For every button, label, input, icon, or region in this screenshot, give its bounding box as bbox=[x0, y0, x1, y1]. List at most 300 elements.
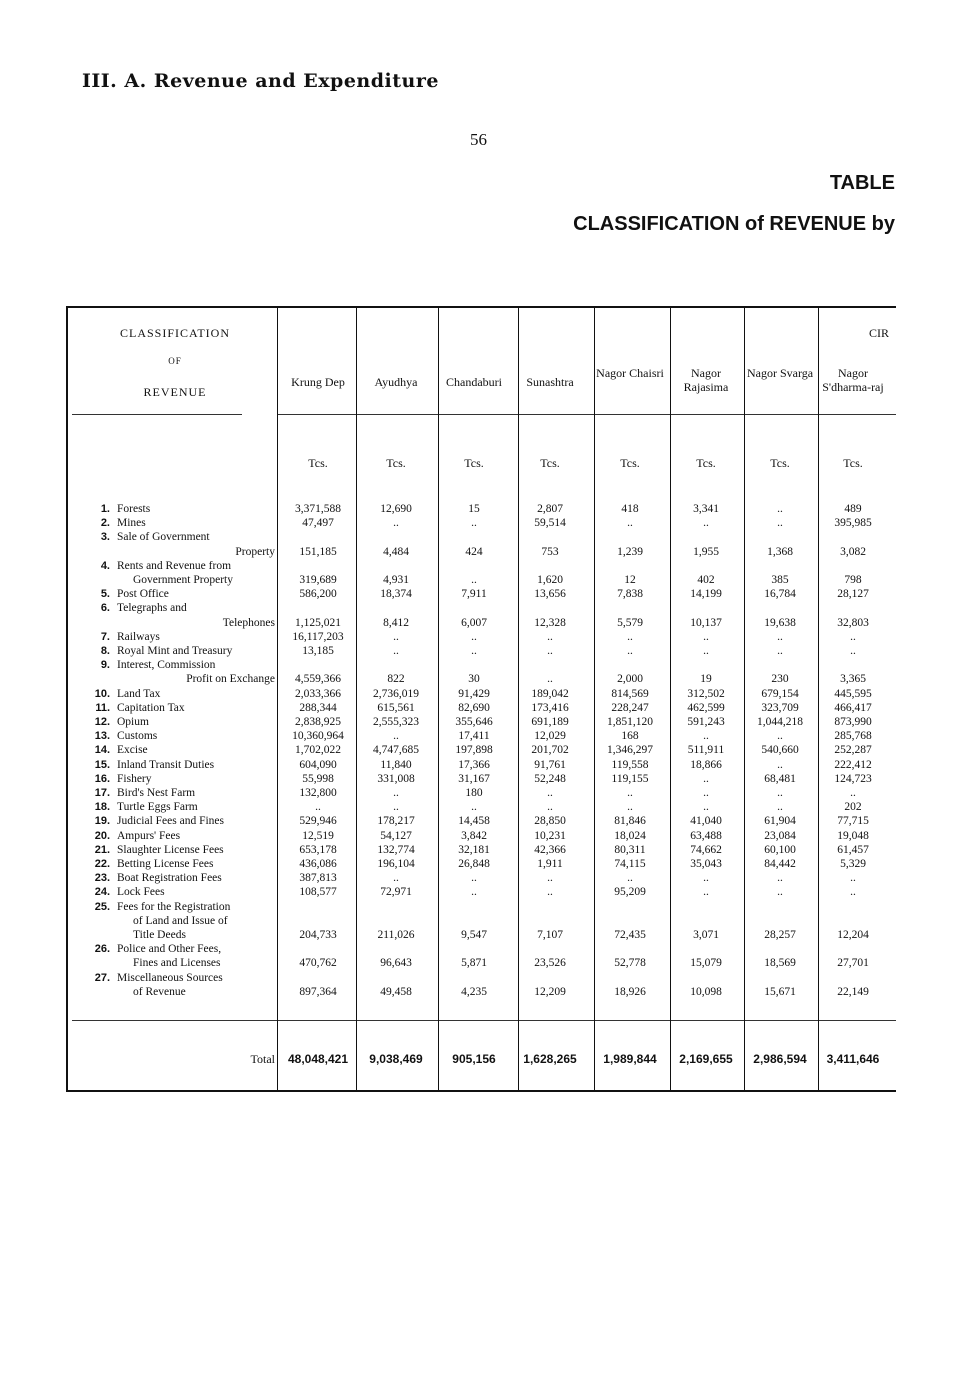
table-cell: .. bbox=[777, 503, 783, 515]
total-cell: 9,038,469 bbox=[369, 1052, 423, 1066]
table-cell: 7,107 bbox=[537, 929, 563, 941]
table-cell: .. bbox=[777, 787, 783, 799]
table-cell: .. bbox=[547, 886, 553, 899]
table-row-line bbox=[0, 559, 965, 573]
table-cell: 27,701 bbox=[837, 957, 869, 970]
table-cell: 540,660 bbox=[761, 744, 799, 757]
table-cell: 32,803 bbox=[837, 616, 869, 629]
header-divider bbox=[277, 414, 896, 415]
table-cell: .. bbox=[547, 673, 553, 686]
table-cell: 132,800 bbox=[299, 787, 337, 799]
table-cell: .. bbox=[850, 787, 856, 799]
row-label: Telephones bbox=[222, 616, 275, 629]
unit-label: Tcs. bbox=[540, 456, 560, 470]
table-cell: 615,561 bbox=[377, 701, 415, 714]
table-cell: .. bbox=[471, 886, 477, 899]
table-cell: 12,029 bbox=[534, 730, 566, 743]
table-cell: .. bbox=[393, 787, 399, 799]
row-number: 6. bbox=[100, 602, 110, 615]
table-cell: 591,243 bbox=[687, 716, 725, 728]
table-cell: 445,595 bbox=[834, 687, 872, 700]
table-cell: .. bbox=[393, 630, 399, 643]
table-cell: 312,502 bbox=[687, 687, 725, 700]
page-number: 56 bbox=[470, 130, 487, 149]
table-cell: .. bbox=[471, 574, 477, 586]
classification-divider bbox=[72, 414, 242, 415]
column-header: Sunashtra bbox=[526, 375, 574, 389]
table-cell: 42,366 bbox=[534, 843, 566, 856]
table-row-line bbox=[0, 672, 965, 686]
table-cell: 18,926 bbox=[614, 985, 646, 998]
column-header: Nagor Chaisri bbox=[596, 366, 664, 380]
table-row-line bbox=[0, 971, 965, 985]
unit-label: Tcs. bbox=[464, 456, 484, 470]
table-row-line bbox=[0, 687, 965, 701]
table-cell: 96,643 bbox=[380, 957, 412, 970]
table-cell: 13,656 bbox=[534, 588, 566, 601]
table-cell: .. bbox=[777, 730, 783, 743]
table-cell: 168 bbox=[621, 730, 639, 743]
table-cell: 13,185 bbox=[302, 645, 334, 657]
row-label: Fishery bbox=[117, 772, 152, 785]
table-cell: 489 bbox=[844, 503, 862, 515]
table-row-line bbox=[0, 885, 965, 899]
row-number: 4. bbox=[100, 559, 110, 572]
table-cell: 16,117,203 bbox=[292, 630, 344, 643]
table-row-line bbox=[0, 900, 965, 914]
row-label: Ampurs' Fees bbox=[117, 829, 181, 842]
table-cell: 418 bbox=[621, 503, 639, 515]
table-cell: 173,416 bbox=[531, 701, 569, 714]
table-cell: 1,851,120 bbox=[607, 716, 653, 728]
table-cell: 4,747,685 bbox=[373, 744, 419, 757]
table-cell: 9,547 bbox=[461, 929, 487, 941]
table-cell: 395,985 bbox=[834, 517, 872, 530]
table-cell: .. bbox=[547, 801, 553, 814]
table-cell: 653,178 bbox=[299, 843, 337, 856]
table-cell: 82,690 bbox=[458, 701, 490, 714]
table-row-line bbox=[0, 658, 965, 672]
table-cell: 23,526 bbox=[534, 957, 566, 970]
row-label: Sale of Government bbox=[117, 531, 210, 544]
table-cell: 1,125,021 bbox=[295, 616, 341, 629]
table-cell: 470,762 bbox=[299, 957, 337, 970]
table-cell: 119,558 bbox=[611, 758, 649, 771]
row-number: 21. bbox=[94, 843, 110, 856]
table-cell: .. bbox=[471, 517, 477, 530]
table-cell: 80,311 bbox=[614, 843, 646, 856]
table-row-line bbox=[0, 843, 965, 857]
table-cell: 230 bbox=[771, 673, 789, 686]
table-cell: .. bbox=[471, 630, 477, 643]
table-cell: 30 bbox=[468, 673, 480, 686]
table-cell: 35,043 bbox=[690, 858, 722, 870]
table-cell: 897,364 bbox=[299, 985, 337, 998]
row-label: Rents and Revenue from bbox=[117, 559, 232, 572]
table-cell: 32,181 bbox=[458, 843, 490, 856]
table-cell: 814,569 bbox=[611, 687, 649, 700]
table-cell: 3,842 bbox=[461, 829, 487, 842]
table-cell: 15 bbox=[468, 503, 480, 515]
row-label: Excise bbox=[117, 744, 148, 757]
table-cell: 74,115 bbox=[614, 858, 646, 870]
column-header: Nagor Rajasima bbox=[683, 366, 729, 394]
table-cell: 288,344 bbox=[299, 701, 337, 714]
table-cell: 5,579 bbox=[617, 616, 643, 629]
table-row-line bbox=[0, 502, 965, 516]
column-header: Krung Dep bbox=[291, 375, 345, 389]
table-cell: 7,911 bbox=[461, 588, 487, 601]
row-label: Turtle Eggs Farm bbox=[117, 801, 198, 814]
table-cell: .. bbox=[703, 645, 709, 657]
table-cell: .. bbox=[393, 801, 399, 814]
table-cell: 124,723 bbox=[834, 772, 872, 785]
row-number: 17. bbox=[94, 787, 110, 799]
table-subtitle: CLASSIFICATION of REVENUE by bbox=[573, 213, 895, 235]
row-label: of Revenue bbox=[133, 985, 186, 998]
table-cell: 19,638 bbox=[764, 616, 796, 629]
table-row-line bbox=[0, 743, 965, 757]
row-label: Property bbox=[235, 545, 275, 558]
table-cell: 202 bbox=[844, 801, 862, 814]
table-cell: .. bbox=[703, 772, 709, 785]
row-number: 1. bbox=[100, 503, 110, 515]
table-row-line bbox=[0, 829, 965, 843]
total-row bbox=[0, 1052, 965, 1066]
table-row-line bbox=[0, 928, 965, 942]
table-cell: 63,488 bbox=[690, 829, 722, 842]
table-cell: .. bbox=[547, 645, 553, 657]
section-title: III. A. Revenue and Expenditure bbox=[82, 70, 439, 92]
table-cell: 10,098 bbox=[690, 985, 722, 998]
row-label: Fines and Licenses bbox=[133, 957, 221, 970]
table-cell: .. bbox=[703, 886, 709, 899]
circle-header: CIR bbox=[868, 326, 889, 340]
row-number: 11. bbox=[95, 701, 110, 714]
table-cell: 586,200 bbox=[299, 588, 337, 601]
table-cell: 28,850 bbox=[534, 815, 566, 828]
table-cell: 822 bbox=[387, 673, 405, 686]
table-word: TABLE bbox=[829, 172, 895, 194]
total-label: Total bbox=[250, 1052, 275, 1066]
table-cell: 5,871 bbox=[461, 957, 487, 970]
table-cell: .. bbox=[627, 645, 633, 657]
row-number: 5. bbox=[100, 588, 110, 601]
row-label: Bird's Nest Farm bbox=[117, 787, 196, 799]
table-cell: 3,371,588 bbox=[295, 503, 341, 515]
total-cell: 2,986,594 bbox=[753, 1052, 807, 1066]
table-cell: 17,411 bbox=[458, 730, 490, 743]
row-label: Boat Registration Fees bbox=[117, 872, 222, 885]
table-row-line bbox=[0, 729, 965, 743]
unit-label: Tcs. bbox=[696, 456, 716, 470]
table-cell: 1,955 bbox=[693, 545, 719, 558]
table-row-line bbox=[0, 545, 965, 559]
table-row-line bbox=[0, 758, 965, 772]
table-cell: .. bbox=[627, 801, 633, 814]
row-number: 16. bbox=[94, 772, 110, 785]
table-cell: 7,838 bbox=[617, 588, 643, 601]
table-cell: 54,127 bbox=[380, 829, 412, 842]
row-label: Interest, Commission bbox=[117, 659, 216, 672]
table-row-line bbox=[0, 914, 965, 928]
table-row-line bbox=[0, 701, 965, 715]
row-label: Fees for the Registration bbox=[117, 900, 231, 913]
table-row-line bbox=[0, 942, 965, 956]
table-cell: 59,514 bbox=[534, 517, 566, 530]
classification-header-line: REVENUE bbox=[143, 385, 207, 399]
table-cell: 424 bbox=[465, 545, 483, 558]
table-cell: 60,100 bbox=[764, 843, 796, 856]
table-cell: 22,149 bbox=[837, 985, 869, 998]
table-cell: 4,235 bbox=[461, 985, 487, 998]
table-row-line bbox=[0, 772, 965, 786]
table-cell: .. bbox=[393, 645, 399, 657]
table-cell: 84,442 bbox=[764, 858, 796, 870]
table-cell: 26,848 bbox=[458, 858, 490, 870]
table-cell: 1,368 bbox=[767, 545, 793, 558]
table-cell: 74,662 bbox=[690, 843, 722, 856]
table-cell: 331,008 bbox=[377, 772, 415, 785]
classification-header-line: CLASSIFICATION bbox=[119, 326, 230, 340]
table-cell: 319,689 bbox=[299, 574, 337, 586]
table-cell: 72,435 bbox=[614, 929, 646, 941]
table-cell: 873,990 bbox=[834, 716, 872, 728]
table-row-line bbox=[0, 573, 965, 587]
unit-label: Tcs. bbox=[386, 456, 406, 470]
table-cell: 28,257 bbox=[764, 929, 796, 941]
table-row-line bbox=[0, 530, 965, 544]
row-number: 22. bbox=[94, 858, 110, 870]
row-label: Royal Mint and Treasury bbox=[117, 645, 233, 657]
row-number: 24. bbox=[94, 886, 110, 899]
table-row-line bbox=[0, 516, 965, 530]
table-cell: 95,209 bbox=[614, 886, 646, 899]
table-cell: .. bbox=[850, 886, 856, 899]
table-cell: 285,768 bbox=[834, 730, 872, 743]
row-label: Lock Fees bbox=[117, 886, 165, 899]
row-label: Railways bbox=[117, 630, 160, 643]
row-label: Inland Transit Duties bbox=[117, 758, 215, 771]
table-cell: 604,090 bbox=[299, 758, 337, 771]
row-number: 15. bbox=[94, 758, 110, 771]
column-header: Nagor Svarga bbox=[746, 366, 814, 380]
table-cell: 19 bbox=[700, 673, 712, 686]
row-number: 7. bbox=[100, 630, 110, 643]
table-cell: 15,079 bbox=[690, 957, 722, 970]
table-cell: 2,033,366 bbox=[295, 687, 341, 700]
table-cell: 18,024 bbox=[614, 829, 646, 842]
row-label: Forests bbox=[117, 503, 151, 515]
row-label: Profit on Exchange bbox=[186, 673, 275, 686]
unit-label: Tcs. bbox=[843, 456, 863, 470]
table-cell: 23,084 bbox=[764, 829, 796, 842]
row-number: 18. bbox=[94, 801, 110, 814]
table-row-line bbox=[0, 601, 965, 615]
row-number: 23. bbox=[94, 872, 110, 885]
table-cell: .. bbox=[703, 801, 709, 814]
table-cell: 4,559,366 bbox=[295, 673, 341, 686]
table-cell: .. bbox=[777, 886, 783, 899]
table-cell: 2,736,019 bbox=[373, 687, 419, 700]
table-cell: .. bbox=[471, 872, 477, 885]
row-number: 10. bbox=[94, 687, 110, 700]
table-cell: 3,341 bbox=[693, 503, 719, 515]
table-cell: .. bbox=[471, 801, 477, 814]
table-cell: 529,946 bbox=[299, 815, 337, 828]
table-cell: 28,127 bbox=[837, 588, 869, 601]
table-cell: 1,239 bbox=[617, 545, 643, 558]
table-cell: 204,733 bbox=[299, 929, 337, 941]
table-cell: 12,204 bbox=[837, 929, 869, 941]
total-divider bbox=[72, 1020, 896, 1021]
table-cell: .. bbox=[850, 630, 856, 643]
table-row-line bbox=[0, 814, 965, 828]
row-label: Land Tax bbox=[117, 687, 161, 700]
row-number: 12. bbox=[94, 716, 110, 728]
table-cell: 355,646 bbox=[455, 716, 493, 728]
unit-label: Tcs. bbox=[620, 456, 640, 470]
table-cell: .. bbox=[850, 872, 856, 885]
row-number: 2. bbox=[100, 517, 110, 530]
table-cell: 61,457 bbox=[837, 843, 869, 856]
total-cell: 3,411,646 bbox=[826, 1052, 880, 1066]
table-row-line bbox=[0, 616, 965, 630]
table-cell: 119,155 bbox=[611, 772, 649, 785]
table-cell: .. bbox=[627, 517, 633, 530]
table-cell: 16,784 bbox=[764, 588, 796, 601]
table-cell: 679,154 bbox=[761, 687, 799, 700]
table-cell: 10,360,964 bbox=[292, 730, 344, 743]
table-top-rule bbox=[66, 306, 896, 308]
table-cell: .. bbox=[547, 787, 553, 799]
table-cell: 5,329 bbox=[840, 858, 866, 870]
table-cell: 47,497 bbox=[302, 517, 334, 530]
row-number: 9. bbox=[100, 659, 110, 672]
table-cell: .. bbox=[777, 758, 783, 771]
table-bottom-rule bbox=[66, 1090, 896, 1092]
table-cell: 18,866 bbox=[690, 758, 722, 771]
table-cell: 19,048 bbox=[837, 829, 869, 842]
row-label: Customs bbox=[117, 730, 158, 743]
table-cell: .. bbox=[777, 801, 783, 814]
table-cell: 10,137 bbox=[690, 616, 722, 629]
table-cell: .. bbox=[627, 872, 633, 885]
row-number: 20. bbox=[94, 829, 110, 842]
table-cell: .. bbox=[547, 872, 553, 885]
table-cell: 201,702 bbox=[531, 744, 569, 757]
table-cell: .. bbox=[547, 630, 553, 643]
table-cell: 41,040 bbox=[690, 815, 722, 828]
table-cell: 91,761 bbox=[534, 758, 566, 771]
total-cell: 905,156 bbox=[452, 1052, 496, 1066]
column-header: Chandaburi bbox=[446, 375, 502, 389]
table-cell: 31,167 bbox=[458, 772, 490, 785]
table-cell: 12,209 bbox=[534, 985, 566, 998]
total-cell: 2,169,655 bbox=[679, 1052, 733, 1066]
table-cell: .. bbox=[703, 872, 709, 885]
table-cell: 196,104 bbox=[377, 858, 415, 870]
classification-header-line: OF bbox=[168, 356, 182, 366]
table-row-line bbox=[0, 630, 965, 644]
row-number: 13. bbox=[94, 730, 110, 743]
table-cell: .. bbox=[777, 630, 783, 643]
table-row-line bbox=[0, 956, 965, 970]
row-label: Mines bbox=[117, 517, 146, 530]
table-cell: 387,813 bbox=[299, 872, 337, 885]
table-cell: 151,185 bbox=[299, 545, 337, 558]
row-label: of Land and Issue of bbox=[133, 914, 228, 927]
table-cell: 180 bbox=[465, 787, 483, 799]
table-cell: 753 bbox=[541, 545, 559, 558]
table-cell: .. bbox=[777, 872, 783, 885]
row-label: Miscellaneous Sources bbox=[117, 971, 223, 984]
table-cell: 77,715 bbox=[837, 815, 869, 828]
table-cell: 12 bbox=[624, 574, 636, 586]
table-cell: .. bbox=[777, 645, 783, 657]
row-label: Telegraphs and bbox=[117, 602, 187, 615]
row-label: Judicial Fees and Fines bbox=[117, 815, 224, 828]
unit-label: Tcs. bbox=[308, 456, 328, 470]
table-cell: 18,569 bbox=[764, 957, 796, 970]
column-header: Ayudhya bbox=[374, 375, 418, 389]
row-number: 3. bbox=[100, 531, 110, 544]
table-cell: 1,346,297 bbox=[607, 744, 653, 757]
table-cell: 132,774 bbox=[377, 843, 415, 856]
table-cell: .. bbox=[703, 517, 709, 530]
table-cell: 12,519 bbox=[302, 829, 334, 842]
table-cell: 436,086 bbox=[299, 858, 337, 870]
table-cell: 4,484 bbox=[383, 545, 409, 558]
row-label: Opium bbox=[117, 716, 149, 728]
table-cell: 17,366 bbox=[458, 758, 490, 771]
table-cell: 49,458 bbox=[380, 985, 412, 998]
table-cell: 466,417 bbox=[834, 701, 872, 714]
table-cell: 61,904 bbox=[764, 815, 796, 828]
table-row-line bbox=[0, 985, 965, 999]
table-cell: 691,189 bbox=[531, 716, 569, 728]
row-number: 8. bbox=[100, 645, 110, 657]
table-row-line bbox=[0, 587, 965, 601]
table-cell: 2,807 bbox=[537, 503, 563, 515]
unit-label: Tcs. bbox=[770, 456, 790, 470]
row-number: 14. bbox=[94, 744, 110, 757]
table-cell: 91,429 bbox=[458, 687, 490, 700]
table-cell: .. bbox=[703, 730, 709, 743]
table-cell: 11,840 bbox=[380, 758, 412, 771]
table-cell: 4,931 bbox=[383, 574, 409, 586]
table-cell: .. bbox=[777, 517, 783, 530]
table-cell: 18,374 bbox=[380, 588, 412, 601]
table-cell: 189,042 bbox=[531, 687, 569, 700]
table-row-line bbox=[0, 871, 965, 885]
table-cell: 14,458 bbox=[458, 815, 490, 828]
table-cell: 2,555,323 bbox=[373, 716, 419, 728]
table-cell: 2,838,925 bbox=[295, 716, 341, 728]
table-row-line bbox=[0, 715, 965, 729]
table-cell: 402 bbox=[697, 574, 715, 586]
table-cell: .. bbox=[703, 630, 709, 643]
total-cell: 1,628,265 bbox=[523, 1052, 577, 1066]
table-cell: 1,044,218 bbox=[757, 716, 803, 728]
table-cell: 798 bbox=[844, 574, 862, 586]
row-number: 26. bbox=[94, 943, 110, 956]
table-cell: .. bbox=[315, 801, 321, 814]
table-cell: 178,217 bbox=[377, 815, 415, 828]
table-cell: 8,412 bbox=[383, 616, 409, 629]
row-label: Betting License Fees bbox=[117, 858, 214, 870]
table-cell: 3,365 bbox=[840, 673, 866, 686]
